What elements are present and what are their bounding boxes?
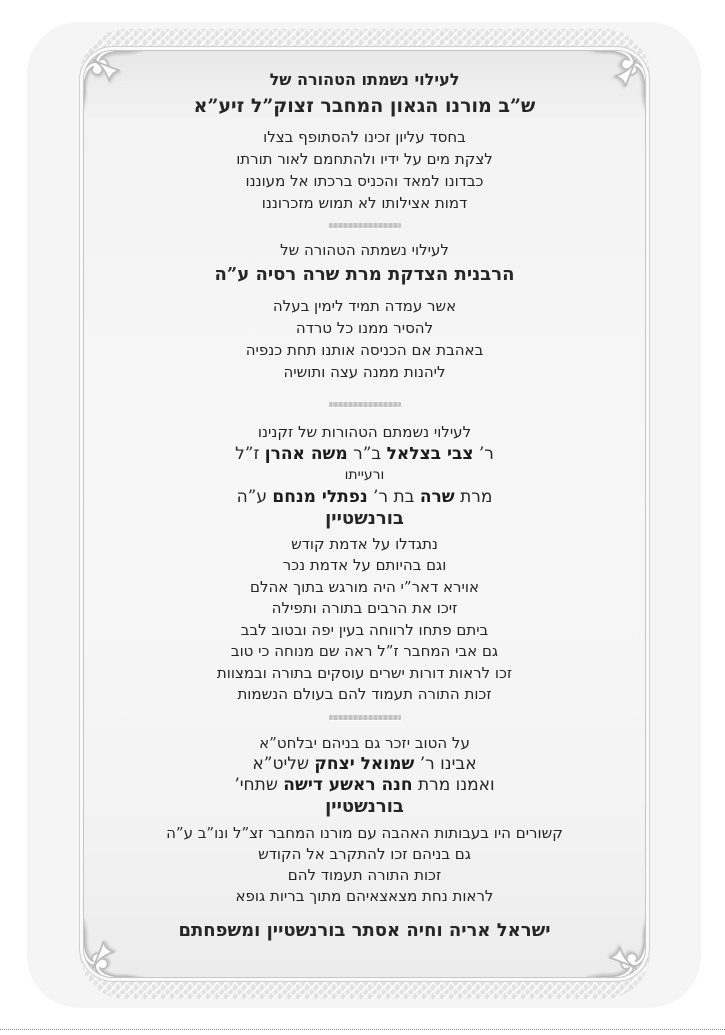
- honoree-name-line: הרבנית הצדקת מרת שרה רסיה ע”ה: [214, 264, 515, 285]
- section-divider: [329, 715, 401, 720]
- section-header: לעילוי נשמתה הטהורה של: [280, 241, 449, 259]
- text-run: שתחי’: [234, 774, 284, 795]
- memorial-section-grandparents: [84, 422, 645, 706]
- memorial-line: זכו לראות דורות ישרים עוסקים בתורה ובמצוות: [216, 663, 513, 682]
- text-run: שמואל יצחק: [314, 753, 415, 774]
- honoree-name-line: [84, 487, 645, 509]
- scanned-page: [27, 22, 701, 1008]
- memorial-line: לצקת מים על ידיו ולהתחמם לאור תורתו: [236, 150, 493, 168]
- honoree-name-line: [84, 444, 645, 466]
- memorial-line: אשר עמדה תמיד לימין בעלה: [272, 297, 457, 315]
- viewer-page-separator: [0, 1029, 725, 1030]
- text-run: ע”ה: [236, 486, 273, 507]
- memorial-line: באהבת אם הכניסה אותנו תחת כנפיה: [245, 341, 484, 359]
- text-run: ואמנו מרת: [412, 774, 495, 795]
- memorial-line: ורעייתו: [344, 467, 385, 483]
- memorial-line: זכות התורה תעמוד להם בעולם הנשמות: [237, 685, 492, 703]
- section-divider: [329, 223, 401, 228]
- memorial-line: דמות אצילותו לא תמוש מזכרוננו: [261, 194, 468, 212]
- memorial-line: קשורים היו בעבותות האהבה עם מורנו המחבר זצ”ל ונו”ב ע”ה: [166, 823, 563, 842]
- text-run: ז”ל: [235, 443, 265, 464]
- surname-line: בורנשטיין: [325, 508, 404, 529]
- memorial-line: ביתם פתחו לרווחה בעין יפה ובטוב לבב: [240, 620, 489, 639]
- text-run: צבי בצלאל: [386, 443, 474, 464]
- memorial-line: גם אבי המחבר ז”ל ראה שם מנוחה כי טוב: [230, 642, 499, 660]
- surname-line: בורנשטיין: [325, 795, 404, 817]
- memorial-line: נתגדלו על אדמת קודש: [291, 534, 438, 553]
- section-divider: [329, 402, 401, 407]
- honoree-name-line: [84, 775, 645, 796]
- text-run: אבינו ר’: [414, 753, 477, 774]
- honoree-name-line: [84, 754, 645, 775]
- text-run: ר’: [473, 443, 494, 464]
- text-run: שרה: [419, 486, 455, 507]
- memorial-text-content: [84, 51, 645, 977]
- honoree-name-line: ש”ב מורנו הגאון המחבר זצוק”ל זיע”א: [193, 95, 536, 117]
- section-header: על הטוב יזכר גם בניהם יבלחט”א: [259, 733, 470, 752]
- memorial-section-rebbetzin: [84, 239, 645, 383]
- inner-frame: [83, 50, 646, 978]
- memorial-line: גם בניהם זכו להתקרב אל הקודש: [258, 844, 471, 863]
- memorial-line: להסיר ממנו כל טרדה: [295, 319, 434, 337]
- memorial-line: זיכו את הרבים בתורה ותפילה: [271, 599, 458, 617]
- memorial-line: ליהנות ממנה עצה ותושיה: [283, 363, 446, 381]
- text-run: ב”ר: [347, 443, 387, 464]
- memorial-line: לראות נחת מצאצאיהם מתוך בריות גופא: [235, 886, 494, 905]
- text-run: נפתלי מנחם: [272, 486, 368, 507]
- section-header: לעילוי נשמתם הטהורות של זקנינו: [257, 423, 472, 441]
- memorial-line: אוירא דאר”י היה מורגש בתוך אהלם: [250, 577, 479, 596]
- dedication-footer: ישראל אריה וחיה אסתר בורנשטיין ומשפחתם: [178, 919, 551, 941]
- text-run: בת ר’: [367, 486, 420, 507]
- text-run: שליט”א: [252, 753, 315, 774]
- text-run: משה אהרן: [264, 443, 348, 464]
- memorial-section-author: [84, 67, 645, 214]
- memorial-line: זכות התורה תעמוד להם: [287, 865, 442, 884]
- memorial-line: וגם בהיותם על אדמת נכר: [282, 556, 447, 574]
- section-header: לעילוי נשמתו הטהורה של: [269, 70, 460, 89]
- text-run: חנה ראשע דישה: [283, 774, 413, 795]
- text-run: מרת: [454, 486, 493, 507]
- memorial-section-parents: [84, 733, 645, 907]
- memorial-line: כבדונו למאד והכניס ברכתו אל מעוננו: [245, 172, 484, 190]
- memorial-line: בחסד עליון זכינו להסתופף בצלו: [263, 128, 466, 146]
